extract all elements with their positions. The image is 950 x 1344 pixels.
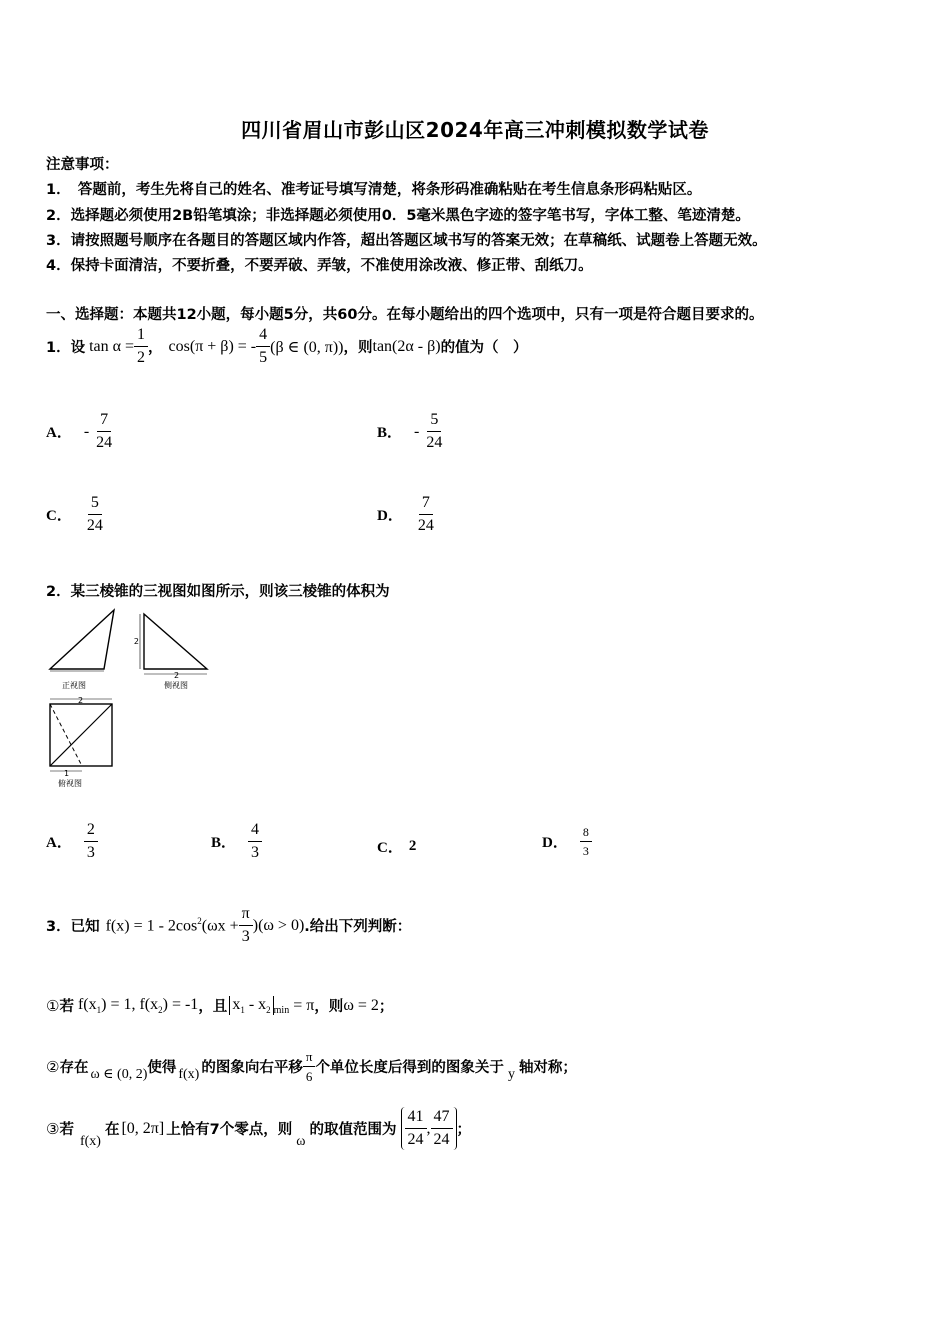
side-height-dim: 2: [133, 637, 139, 646]
notice-item-3: 3．请按照题号顺序在各题目的答题区域内作答，超出答题区域书写的答案无效；在草稿纸、试题卷上答题无效。: [46, 233, 767, 249]
notice-item-2: 2．选择题必须使用2B铅笔填涂；非选择题必须使用0．5毫米黑色字迹的签字笔书写，字体工整、笔迹清楚。: [46, 208, 750, 224]
q2-option-c[interactable]: C． 2: [377, 838, 417, 856]
q2-option-d[interactable]: D． $\frac{8}{3}$: [542, 826, 592, 857]
top-width-dim: 2: [78, 696, 84, 705]
three-view-figure: [44, 606, 224, 790]
notice-heading: 注意事项：: [46, 157, 119, 173]
q3-statement-2: ② 存在 ω ∈ (0, 2) 使得 f(x) 的图象向右平移 $\frac{\pi}{6}$ 个单位长度后得到的图象关于 y 轴对称；: [46, 1049, 577, 1084]
question-3: 3．已知 $f(x) = 1 - 2\cos^2(\omega x$ + $\frac{\pi}{3}$ )(ω > 0) .给出下列判断：: [46, 905, 412, 945]
q1-prefix: 1．设: [46, 340, 86, 356]
question-2: 2．某三棱锥的三视图如图所示，则该三棱锥的体积为: [46, 584, 390, 600]
q3-function: $f(x) = 1 - 2\cos^2(\omega x$ +: [105, 915, 239, 935]
q1-option-c[interactable]: C． $\frac{5}{24}$: [46, 494, 103, 534]
page-title: 四川省眉山市彭山区2024年高三冲刺模拟数学试卷: [241, 118, 709, 142]
section-heading: 一、选择题：本题共12小题，每小题5分，共60分。在每小题给出的四个选项中，只有一项是符合题目要求的。: [46, 307, 764, 323]
question-1: 1．设 tan α = $\frac{1}{2}$ ， cos(π + β) = - $\frac{4}{5}$ (β ∈ (0, π)) ，则 tan(2α - β) 的值为（ ）: [46, 326, 528, 366]
side-view: [134, 614, 207, 690]
q1-cos-lhs: cos(π + β) = -: [168, 337, 257, 355]
q3-statement-3: ③ 若 f(x) 在 [0, 2π] 上恰有7个零点，则 ω 的取值范围为 $\frac{41}{24}$ , $\frac{47}{24}$ ；: [46, 1108, 471, 1149]
s3-range: $\frac{41}{24}$ , $\frac{47}{24}$: [401, 1107, 457, 1150]
q2-option-a[interactable]: A． $\frac{2}{3}$: [46, 822, 98, 861]
top-bottom-dim: 1: [64, 769, 70, 778]
q1-half-fraction: $\frac{1}{2}$: [134, 327, 148, 366]
q1-condition: (β ∈ (0, π)): [270, 338, 344, 356]
front-view: [50, 610, 114, 690]
notice-item-1: 1． 答题前，考生先将自己的姓名、准考证号填写清楚，将条形码准确粘贴在考生信息条形码粘贴区。: [46, 182, 702, 198]
q1-tan-lhs: tan α =: [89, 337, 135, 355]
notice-item-4: 4．保持卡面清洁，不要折叠，不要弄破、弄皱，不准使用涂改液、修正带、刮纸刀。: [46, 258, 593, 274]
q1-option-b[interactable]: B． - $\frac{5}{24}$: [377, 411, 443, 451]
q1-option-d[interactable]: D． $\frac{7}{24}$: [377, 494, 434, 534]
front-view-label: 正视图: [62, 681, 86, 690]
top-view: [50, 696, 112, 788]
q1-four-fifths: $\frac{4}{5}$: [256, 327, 270, 366]
top-view-label: 俯视图: [58, 779, 82, 788]
side-view-label: 侧视图: [164, 681, 188, 690]
q1-target: tan(2α - β): [372, 337, 441, 355]
q1-option-a[interactable]: A． - $\frac{7}{24}$: [46, 411, 113, 451]
side-width-dim: 2: [174, 671, 180, 680]
s1-condition: $f(x_1) = 1$, $f(x_2) = -1$: [77, 995, 199, 1016]
s1-abs-diff: $x_1 - x_2$: [229, 996, 273, 1015]
q3-statement-1: ① 若 $f(x_1) = 1$, $f(x_2) = -1$ ，且 $x_1 - x_2$ min = π ，则 ω = 2 ；: [46, 995, 394, 1016]
q2-option-b[interactable]: B． $\frac{4}{3}$: [211, 822, 262, 861]
